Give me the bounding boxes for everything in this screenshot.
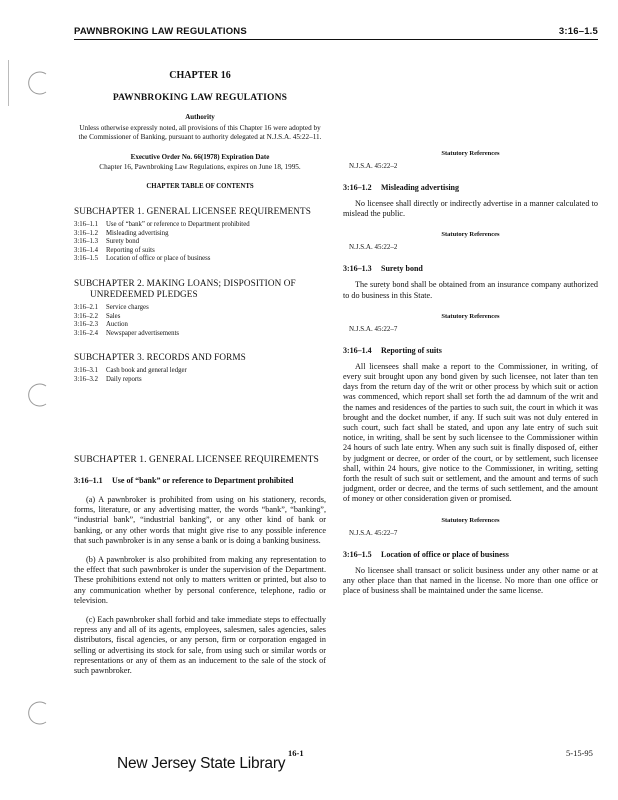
section-number: 3:16–1.1 — [74, 476, 103, 486]
authority-heading: Authority — [185, 113, 215, 121]
section-1-1-paragraph-c: (c) Each pawnbroker shall forbid and take immediate steps to effectually repress any and all of its agents, employees, salesmen, sales agencies, sales distributors, fiscal agencies, or any person, firm or corporation engaged in selling or advertising its stock for sale, from using such or similar words or representations or any of them as an inducement to the sale of the stock of such pawnbroker. — [74, 615, 326, 676]
toc-heading: CHAPTER TABLE OF CONTENTS — [146, 183, 254, 190]
toc-item-title: Use of “bank” or reference to Department prohibited — [106, 221, 250, 228]
toc-item-title: Surety bond — [106, 238, 140, 246]
section-3-16-1-3-heading — [343, 264, 598, 274]
chapter-label: CHAPTER 16 — [169, 70, 231, 81]
section-number: 3:16–1.4 — [343, 345, 372, 355]
toc-item — [74, 255, 326, 264]
scan-margin-mark — [8, 60, 9, 106]
toc-subchapter-3-heading: SUBCHAPTER 3. RECORDS AND FORMS — [74, 352, 246, 363]
toc-item-title: Reporting of suits — [106, 246, 155, 254]
toc-item-number: 3:16–2.1 — [74, 303, 98, 311]
left-column — [74, 68, 326, 676]
chapter-title: PAWNBROKING LAW REGULATIONS — [112, 93, 288, 103]
statutory-references-heading: Statutory References — [441, 516, 500, 524]
section-1-1-paragraph-a: (a) A pawnbroker is prohibited from using on his stationery, records, forms, literature, or any advertising matter, the words “bank”, “banking”, “industrial bank”, “industrial banking”, or any other kind of bank or banking, or any other words that might give rise to any possible inference that such pawnbroker is in any sense a bank or is doing a banking business. — [74, 495, 326, 545]
toc-item-title: Service charges — [106, 303, 149, 311]
punch-hole-icon — [26, 382, 52, 408]
section-3-16-1-1-heading — [74, 476, 326, 486]
executive-order-text: Chapter 16, Pawnbroking Law Regulations, expires on June 18, 1995. — [99, 163, 301, 171]
section-number: 3:16–1.5 — [343, 549, 372, 559]
section-number: 3:16–1.2 — [343, 183, 372, 192]
toc-item — [74, 247, 326, 256]
punch-hole-icon — [26, 70, 52, 96]
subchapter-1-heading: SUBCHAPTER 1. GENERAL LICENSEE REQUIREMENTS — [74, 454, 319, 465]
toc-item-number: 3:16–1.5 — [74, 255, 98, 263]
toc-item-number: 3:16–2.4 — [74, 329, 98, 337]
running-header — [74, 22, 598, 40]
section-title: Surety bond — [381, 264, 423, 274]
toc-subchapter-2-list — [74, 304, 326, 338]
toc-item-number: 3:16–2.3 — [74, 321, 98, 329]
toc-item-title: Newspaper advertisements — [106, 329, 180, 337]
toc-item — [74, 304, 326, 313]
toc-item-number: 3:16–1.3 — [74, 238, 98, 246]
section-3-16-1-2-heading — [343, 183, 598, 193]
statutory-references-heading: Statutory References — [441, 231, 500, 239]
section-title: Use of “bank” or reference to Department prohibited — [112, 476, 294, 486]
statutory-reference: N.J.S.A. 45:22–7 — [349, 528, 398, 537]
toc-item — [74, 330, 326, 339]
toc-item-title: Cash book and general ledger — [106, 367, 187, 375]
section-title: Location of office or place of business — [381, 549, 509, 559]
section-1-5-paragraph: No licensee shall transact or solicit business under any other name or at any other place than that named in the license. No more than one office or place of business shall be maintained under the same license. — [343, 565, 598, 596]
statutory-references-heading: Statutory References — [441, 312, 500, 320]
section-title: Reporting of suits — [381, 345, 442, 355]
toc-item-number: 3:16–2.2 — [74, 312, 98, 320]
toc-item-title: Daily reports — [106, 375, 142, 383]
section-3-16-1-5-heading — [343, 550, 598, 560]
punch-hole-icon — [26, 700, 52, 726]
toc-item-number: 3:16–3.1 — [74, 367, 98, 375]
toc-item-title: Sales — [106, 312, 121, 320]
toc-item — [74, 367, 326, 376]
library-stamp: New Jersey State Library — [117, 755, 286, 772]
section-1-1-paragraph-b: (b) A pawnbroker is also prohibited from making any representation to the effect that such pawnbroker is under the supervision of the Department. These prohibitions extend not only to matters written or printed, but also to any communication whether by personal conference, telephone, radio or television. — [74, 555, 326, 605]
statutory-references-heading: Statutory References — [441, 150, 500, 157]
toc-item — [74, 313, 326, 322]
statutory-reference: N.J.S.A. 45:22–2 — [349, 243, 398, 252]
toc-item — [74, 221, 326, 230]
statutory-reference: N.J.S.A. 45:22–7 — [349, 324, 398, 333]
executive-order-heading: Executive Order No. 66(1978) Expiration Date — [130, 153, 270, 161]
page-number: 16-1 — [288, 748, 304, 758]
section-1-2-paragraph: No licensee shall directly or indirectly advertise in a manner calculated to mislead the public. — [343, 199, 598, 219]
right-column — [343, 68, 598, 596]
toc-item-number: 3:16–1.1 — [74, 221, 98, 228]
toc-subchapter-2-heading: SUBCHAPTER 2. MAKING LOANS; DISPOSITION OF UNREDEEMED PLEDGES — [74, 277, 296, 299]
toc-item-number: 3:16–3.2 — [74, 375, 98, 383]
section-title: Misleading advertising — [381, 183, 460, 192]
section-1-3-paragraph: The surety bond shall be obtained from an insurance company authorized to do business in this State. — [343, 280, 598, 300]
running-header-section: 3:16–1.5 — [558, 26, 598, 37]
toc-item-number: 3:16–1.4 — [74, 246, 98, 254]
toc-item-number: 3:16–1.2 — [74, 229, 98, 237]
section-number: 3:16–1.3 — [343, 264, 372, 274]
section-3-16-1-4-heading — [343, 346, 598, 356]
toc-item-title: Location of office or place of business — [106, 255, 211, 263]
section-1-4-paragraph: All licensees shall make a report to the Commissioner, in writing, of every suit brought upon any bond given by such licensee, not later than ten days from the return day of the writ or other process by which suit or action was commenced, which report shall set forth the ad damnum of the writ and the names and residences of the parties to such suit, the court in which it was brought and the docket number, if any. If such suit was not duly entered in such court, such fact shall be stated, and upon any late entry of such suit notice, in writing, shall be sent by such licensee to the Commissioner within 24 hours of such late entry. When any such suit is finally disposed of, either by judgment or decree, or order of the court, or by settlement, such licensee shall, within 24 hours, give notice to the Commissioner, in writing, setting forth the result of such suit or settlement, and the amount and terms of such judgment, order or decree, and the terms of such settlement, and the amount of money or other consideration given or promised. — [343, 361, 598, 504]
supplement-date: 5-15-95 — [566, 748, 593, 758]
toc-item-title: Misleading advertising — [106, 229, 169, 237]
toc-item — [74, 376, 326, 385]
toc-item — [74, 230, 326, 239]
toc-item — [74, 321, 326, 330]
statutory-reference: N.J.S.A. 45:22–2 — [349, 162, 398, 170]
running-header-title: PAWNBROKING LAW REGULATIONS — [74, 26, 247, 37]
toc-subchapter-1-heading: SUBCHAPTER 1. GENERAL LICENSEE REQUIREMENTS — [74, 206, 311, 216]
authority-text: Unless otherwise expressly noted, all provisions of this Chapter 16 were adopted by the Commissioner of Banking, pursuant to authority delegated at N.J.S.A. 45:22–11. — [78, 124, 322, 141]
toc-subchapter-1-list — [74, 221, 326, 264]
toc-subchapter-3-list — [74, 367, 326, 384]
toc-item-title: Auction — [106, 321, 128, 329]
toc-item — [74, 238, 326, 247]
